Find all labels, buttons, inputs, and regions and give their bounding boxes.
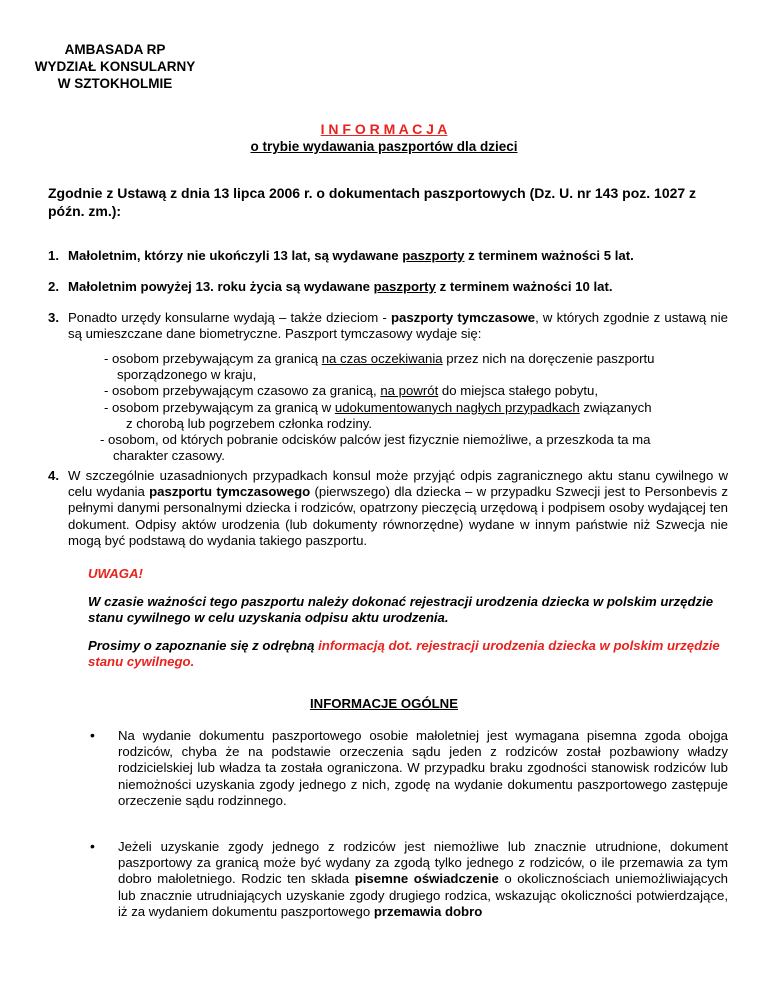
dash-item-1-cont: sporządzonego w kraju, xyxy=(117,367,257,383)
dash-item-1: - osobom przebywającym za granicą na czas oczekiwania przez nich na doręczenie paszportu xyxy=(104,351,655,366)
dash-item-3-cont: z chorobą lub pogrzebem członka rodziny. xyxy=(126,415,373,431)
item-3: Ponadto urzędy konsularne wydają – także dzieciom - paszporty tymczasowe, w których zgodnie z ustawą nie są umieszczane dane biometryczne. Paszport tymczasowy wydaje się: xyxy=(68,310,728,342)
header-line-1: AMBASADA RP xyxy=(64,42,166,57)
item-1: Małoletnim, którzy nie ukończyli 13 lat, są wydawane paszporty z terminem ważności 5 lat. xyxy=(68,248,634,263)
general-bullet-1: Na wydanie dokumentu paszportowego osobie małoletniej jest wymagana pisemna zgoda obojga rodziców, chyba że na podstawie orzeczenia sądu jeden z rodziców został pozbawiony władzy rodzicielskiej lub władza ta została ograniczona. W przypadku braku zgodności stanowisk rodziców lub niemożności uzyskania zgody jednego z nich, zgodę na wydanie dokumentu paszportowego zastępuje orzeczenie sądu rodzinnego. xyxy=(118,728,728,808)
dash-item-2: - osobom przebywającym czasowo za granicą, na powrót do miejsca stałego pobytu, xyxy=(104,383,599,399)
bullet-icon: • xyxy=(90,838,95,854)
item-number-2: 2. xyxy=(48,279,59,294)
embassy-header xyxy=(0,41,230,92)
intro-paragraph: Zgodnie z Ustawą z dnia 13 lipca 2006 r. o dokumentach paszportowych (Dz. U. nr 143 poz. 1027 z późn. zm.): xyxy=(48,185,697,219)
dash-item-3: - osobom przebywającym za granicą w udokumentowanych nagłych przypadkach związanych xyxy=(104,399,652,415)
item-number-4: 4. xyxy=(48,468,59,483)
document-title: I N F O R M A C J A xyxy=(320,121,448,137)
dash-item-4: - osobom, od których pobranie odcisków palców jest fizycznie niemożliwe, a przeszkoda ta ma xyxy=(100,432,651,448)
general-info-heading: INFORMACJE OGÓLNE xyxy=(310,696,458,711)
general-bullet-2: Jeżeli uzyskanie zgody jednego z rodziców jest niemożliwe lub znacznie utrudnione, dokument paszportowy za granicą może być wydany za zgodą tylko jednego z rodziców, o ile przemawia za tym dobro małoletniego. Rodzic ten składa pisemne oświadczenie o okolicznościach uniemożliwiających lub znacznie utrudniających uzyskanie zgody drugiego rodzica, wskazując okoliczności potwierdzające, iż za wydaniem dokumentu paszportowego przemawia dobro xyxy=(118,839,728,919)
dash-item-4-cont: charakter czasowy. xyxy=(113,448,225,464)
warning-text-1: W czasie ważności tego paszportu należy dokonać rejestracji urodzenia dziecka w polskim urzędzie stanu cywilnego w celu uzyskania odpisu aktu urodzenia. xyxy=(88,594,714,626)
item-2: Małoletnim powyżej 13. roku życia są wydawane paszporty z terminem ważności 10 lat. xyxy=(68,279,613,294)
header-line-2: WYDZIAŁ KONSULARNY xyxy=(34,59,196,74)
bullet-icon: • xyxy=(90,727,95,743)
item-number-1: 1. xyxy=(48,248,59,263)
warning-label: UWAGA! xyxy=(88,566,143,581)
item-4: W szczególnie uzasadnionych przypadkach konsul może przyjąć odpis zagranicznego aktu stanu cywilnego w celu wydania paszportu tymczasowego (pierwszego) dla dziecka – w przypadku Szwecji jest to Personbevis z pełnymi danymi personalnymi dziecka i rodziców, opatrzony pieczęcią urzędową i podpisem osoby wydającej ten dokument. Odpisy aktów urodzenia (lub dokumenty równorzędne) wydane w innym państwie niż Szwecja nie mogą być podstawą do wydania takiego paszportu. xyxy=(68,468,728,548)
header-line-3: W SZTOKHOLMIE xyxy=(57,76,173,91)
item-number-3: 3. xyxy=(48,310,59,325)
dash-list xyxy=(100,351,734,464)
document-subtitle: o trybie wydawania paszportów dla dzieci xyxy=(250,139,518,154)
warning-text-2: Prosimy o zapoznanie się z odrębną informacją dot. rejestracji urodzenia dziecka w polskim urzędzie stanu cywilnego. xyxy=(88,638,720,670)
